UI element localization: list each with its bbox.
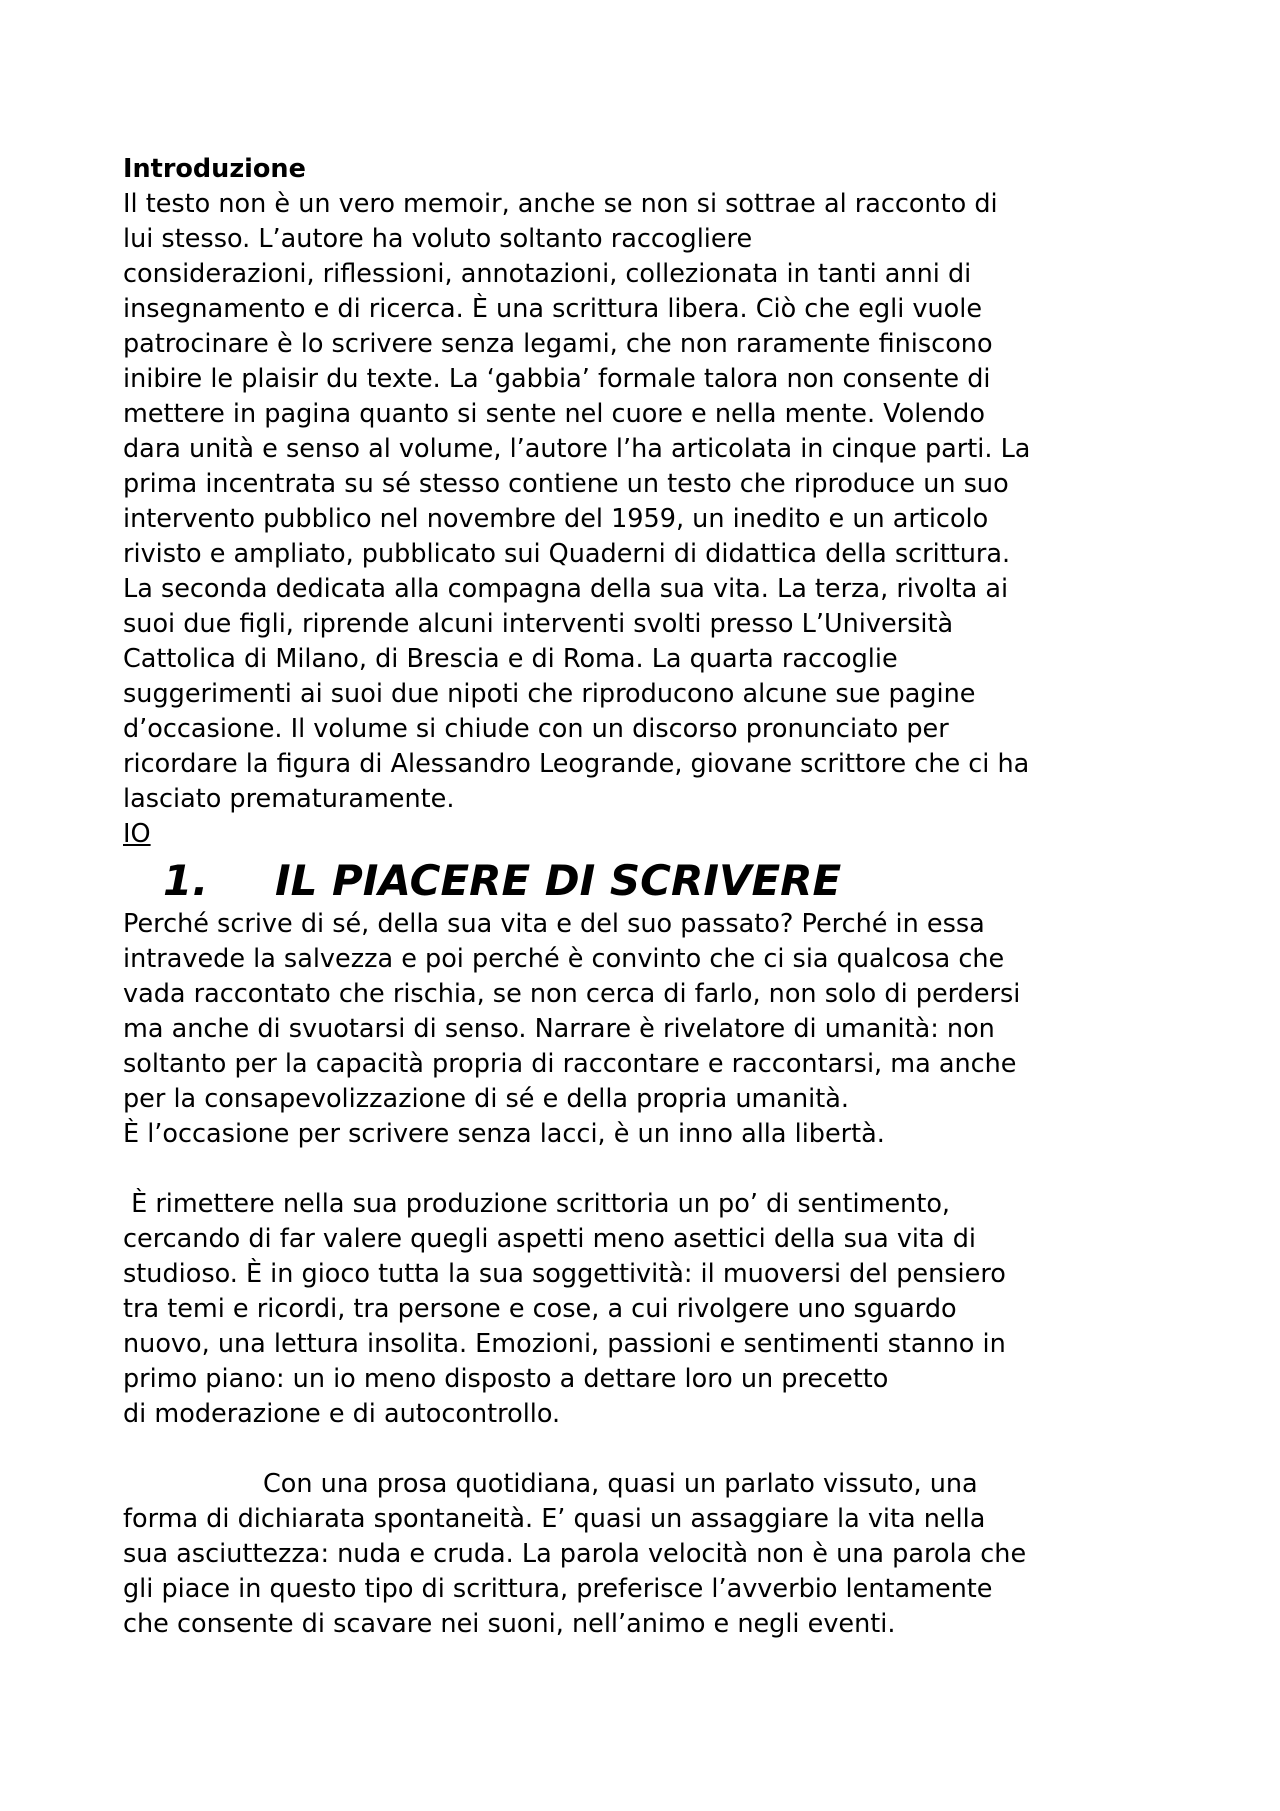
intro-line: dara unità e senso al volume, l’autore l’ha articolata in cinque parti. La bbox=[123, 434, 1031, 464]
chapter-number: 1. bbox=[163, 856, 209, 905]
blank-line bbox=[123, 1152, 1173, 1187]
paragraph-line: Perché scrive di sé, della sua vita e del suo passato? Perché in essa bbox=[123, 909, 985, 939]
paragraph-line: per la consapevolizzazione di sé e della propria umanità. bbox=[123, 1084, 849, 1114]
chapter-heading bbox=[123, 855, 1173, 907]
intro-line: d’occasione. Il volume si chiude con un discorso pronunciato per bbox=[123, 714, 949, 744]
paragraph-line-indented bbox=[123, 1467, 1173, 1502]
paragraph-line: sua asciuttezza: nuda e cruda. La parola velocità non è una parola che bbox=[123, 1539, 1027, 1569]
chapter-title: IL PIACERE DI SCRIVERE bbox=[275, 856, 842, 905]
intro-line: prima incentrata su sé stesso contiene un testo che riproduce un suo bbox=[123, 469, 1009, 499]
blank-line bbox=[123, 1432, 1173, 1467]
intro-line: suggerimenti ai suoi due nipoti che riproducono alcune sue pagine bbox=[123, 679, 976, 709]
intro-paragraph bbox=[123, 187, 1173, 817]
intro-line: ricordare la figura di Alessandro Leogrande, giovane scrittore che ci ha bbox=[123, 749, 1030, 779]
paragraph-line: soltanto per la capacità propria di raccontare e raccontarsi, ma anche bbox=[123, 1049, 1017, 1079]
intro-line: lasciato prematuramente. bbox=[123, 784, 455, 814]
paragraph-line: nuovo, una lettura insolita. Emozioni, passioni e sentimenti stanno in bbox=[123, 1329, 1006, 1359]
intro-line: mettere in pagina quanto si sente nel cuore e nella mente. Volendo bbox=[123, 399, 985, 429]
paragraph-line: cercando di far valere quegli aspetti meno asettici della sua vita di bbox=[123, 1224, 977, 1254]
intro-line: Il testo non è un vero memoir, anche se non si sottrae al racconto di bbox=[123, 189, 998, 219]
paragraph-line: studioso. È in gioco tutta la sua soggettività: il muoversi del pensiero bbox=[123, 1259, 1006, 1289]
document-body bbox=[123, 152, 1173, 1642]
part-marker: IO bbox=[123, 819, 151, 849]
paragraph-line: primo piano: un io meno disposto a dettare loro un precetto bbox=[123, 1364, 889, 1394]
intro-line: La seconda dedicata alla compagna della sua vita. La terza, rivolta ai bbox=[123, 574, 1009, 604]
intro-line: suoi due figli, riprende alcuni interventi svolti presso L’Università bbox=[123, 609, 954, 639]
paragraph-1 bbox=[123, 907, 1173, 1152]
paragraph-2 bbox=[123, 1187, 1173, 1432]
paragraph-line: È l’occasione per scrivere senza lacci, è un inno alla libertà. bbox=[123, 1119, 885, 1149]
paragraph-line: di moderazione e di autocontrollo. bbox=[123, 1399, 561, 1429]
intro-line: lui stesso. L’autore ha voluto soltanto raccogliere bbox=[123, 224, 753, 254]
intro-line: inibire le plaisir du texte. La ‘gabbia’ formale talora non consente di bbox=[123, 364, 991, 394]
intro-line: rivisto e ampliato, pubblicato sui Quaderni di didattica della scrittura. bbox=[123, 539, 1011, 569]
paragraph-line: ma anche di svuotarsi di senso. Narrare è rivelatore di umanità: non bbox=[123, 1014, 995, 1044]
paragraph-line: gli piace in questo tipo di scrittura, preferisce l’avverbio lentamente bbox=[123, 1574, 993, 1604]
paragraph-line: intravede la salvezza e poi perché è convinto che ci sia qualcosa che bbox=[123, 944, 1005, 974]
paragraph-line-text: Con una prosa quotidiana, quasi un parlato vissuto, una bbox=[263, 1469, 978, 1499]
paragraph-line: che consente di scavare nei suoni, nell’animo e negli eventi. bbox=[123, 1609, 896, 1639]
paragraph-line: È rimettere nella sua produzione scrittoria un po’ di sentimento, bbox=[123, 1189, 951, 1219]
intro-line: insegnamento e di ricerca. È una scrittura libera. Ciò che egli vuole bbox=[123, 294, 983, 324]
paragraph-3 bbox=[123, 1467, 1173, 1642]
intro-line: intervento pubblico nel novembre del 1959, un inedito e un articolo bbox=[123, 504, 989, 534]
intro-line: Cattolica di Milano, di Brescia e di Roma. La quarta raccoglie bbox=[123, 644, 898, 674]
intro-heading: Introduzione bbox=[123, 154, 306, 184]
intro-line: patrocinare è lo scrivere senza legami, che non raramente finiscono bbox=[123, 329, 993, 359]
paragraph-line: forma di dichiarata spontaneità. E’ quasi un assaggiare la vita nella bbox=[123, 1504, 986, 1534]
intro-line: considerazioni, riflessioni, annotazioni, collezionata in tanti anni di bbox=[123, 259, 972, 289]
paragraph-line: tra temi e ricordi, tra persone e cose, a cui rivolgere uno sguardo bbox=[123, 1294, 957, 1324]
paragraph-line: vada raccontato che rischia, se non cerca di farlo, non solo di perdersi bbox=[123, 979, 1021, 1009]
